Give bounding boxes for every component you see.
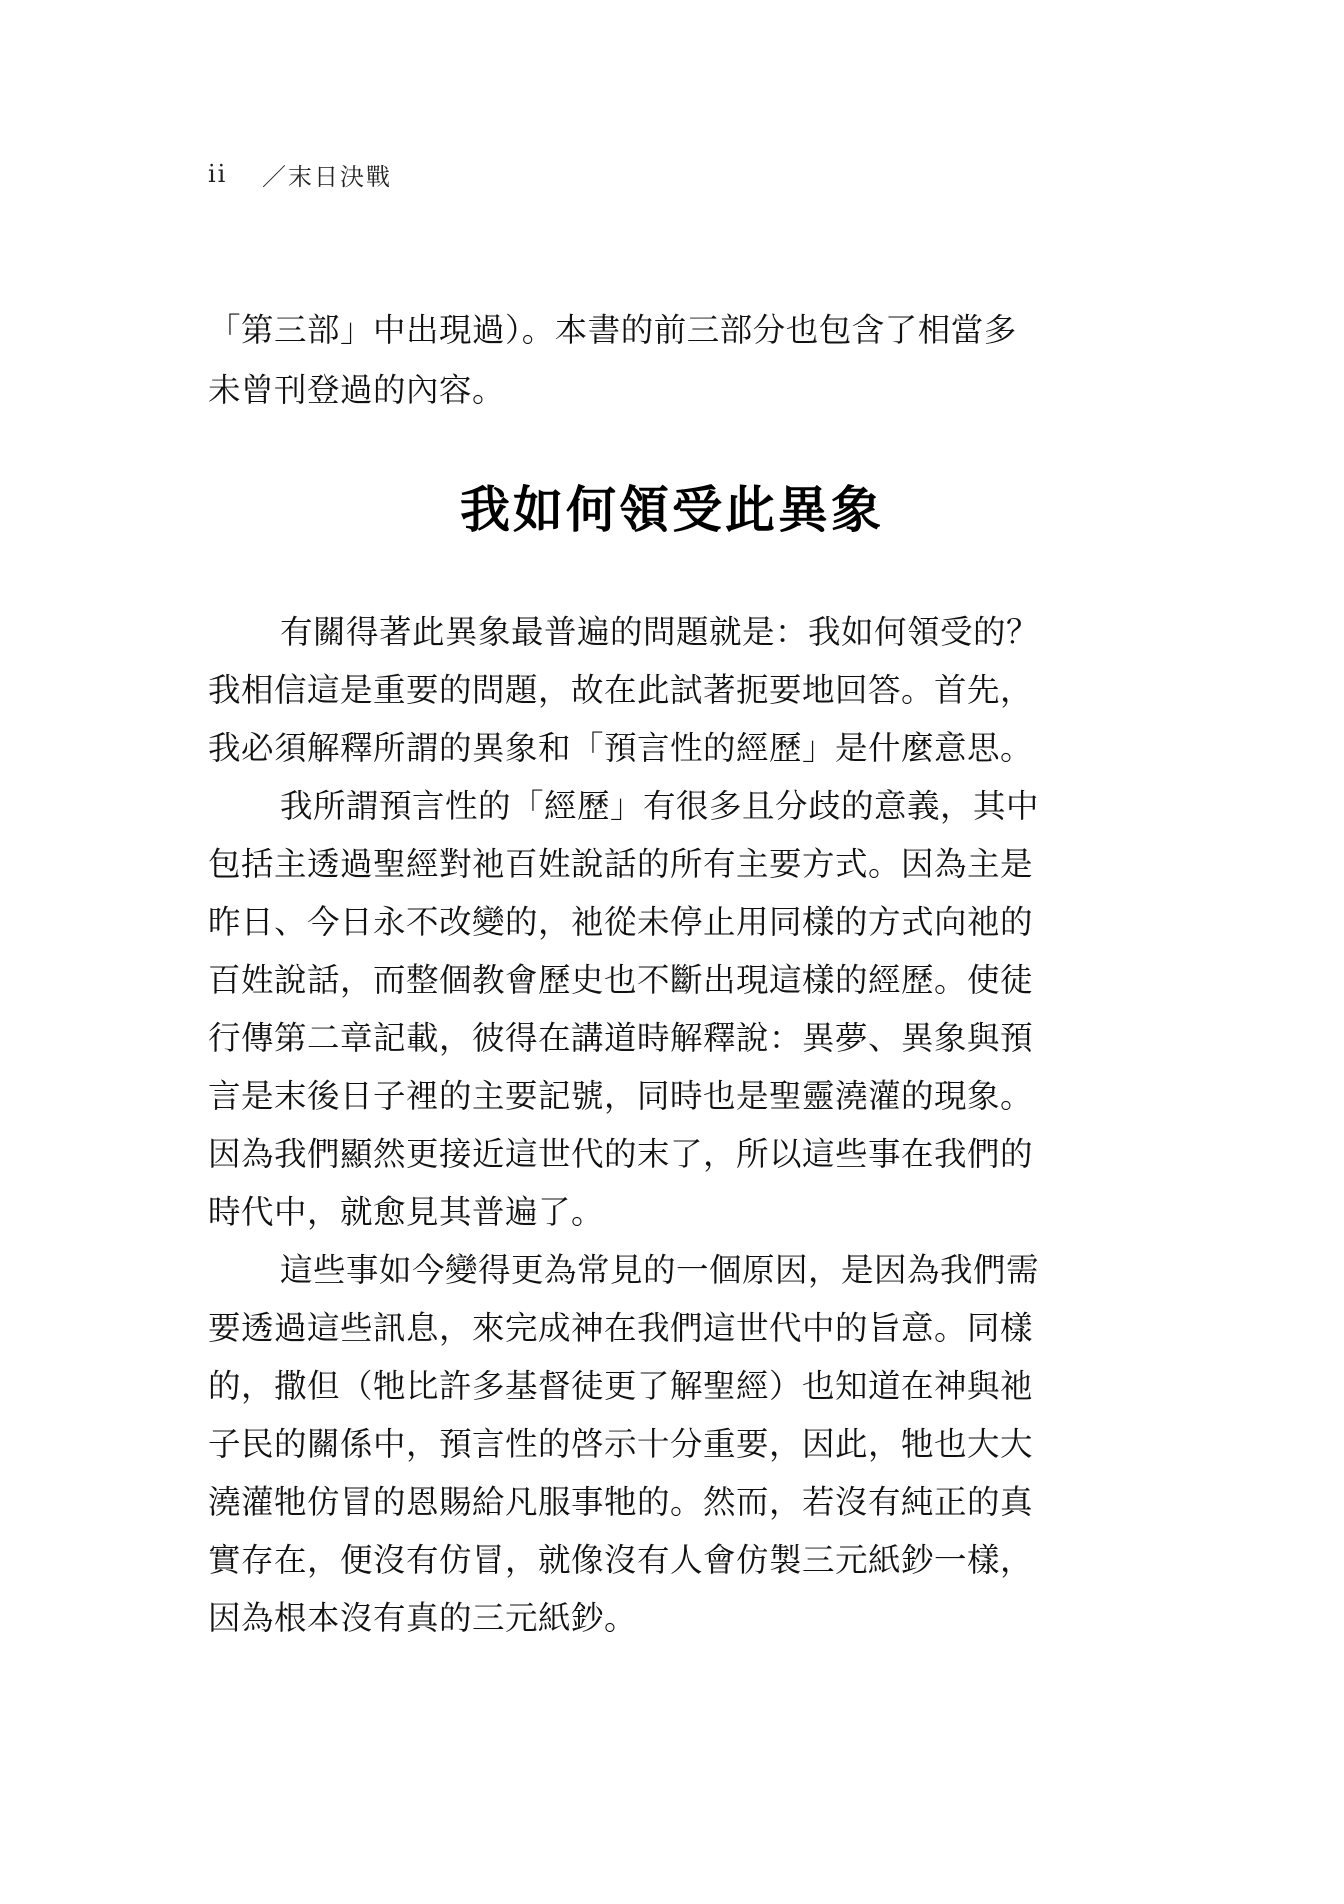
paragraph-2-line: 包括主透過聖經對祂百姓說話的所有主要方式。因為主是	[208, 845, 1034, 883]
paragraph-1-line: 我相信這是重要的問題，故在此試著扼要地回答。首先，	[208, 671, 1034, 709]
paragraph-3-line: 澆灌牠仿冒的恩賜給凡服事牠的。然而，若沒有純正的真	[208, 1483, 1034, 1521]
paragraph-2-line: 時代中，就愈見其普遍了。	[208, 1193, 605, 1231]
paragraph-3-line: 要透過這些訊息，來完成神在我們這世代中的旨意。同樣	[208, 1309, 1034, 1347]
paragraph-2-line: 我所謂預言性的「經歷」有很多且分歧的意義，其中	[280, 787, 1040, 825]
paragraph-3-line: 實存在，便沒有仿冒，就像沒有人會仿製三元紙鈔一樣，	[208, 1541, 1034, 1579]
paragraph-2-line: 因為我們顯然更接近這世代的末了，所以這些事在我們的	[208, 1135, 1034, 1173]
intro-line: 「第三部」中出現過）。本書的前三部分也包含了相當多	[208, 311, 1017, 349]
paragraph-1-line: 有關得著此異象最普遍的問題就是：我如何領受的？	[280, 613, 1040, 651]
paragraph-1-line: 我必須解釋所謂的異象和「預言性的經歷」是什麼意思。	[208, 729, 1034, 767]
paragraph-3-line: 這些事如今變得更為常見的一個原因，是因為我們需	[280, 1251, 1040, 1289]
section-heading: 我如何領受此異象	[460, 480, 884, 539]
running-head-title: ／末日決戰	[262, 162, 392, 191]
intro-line: 未曾刊登過的內容。	[208, 371, 506, 409]
paragraph-3-line: 的，撒但（牠比許多基督徒更了解聖經）也知道在神與祂	[208, 1367, 1034, 1405]
paragraph-3-line: 因為根本沒有真的三元紙鈔。	[208, 1599, 638, 1637]
paragraph-2-line: 行傳第二章記載，彼得在講道時解釋說：異夢、異象與預	[208, 1019, 1034, 1057]
paragraph-2-line: 百姓說話，而整個教會歷史也不斷出現這樣的經歷。使徒	[208, 961, 1034, 999]
paragraph-3-line: 子民的關係中，預言性的啓示十分重要，因此，牠也大大	[208, 1425, 1034, 1463]
paragraph-2-line: 昨日、今日永不改變的，祂從未停止用同樣的方式向祂的	[208, 903, 1034, 941]
running-head	[208, 156, 392, 192]
paragraph-2-line: 言是末後日子裡的主要記號，同時也是聖靈澆灌的現象。	[208, 1077, 1034, 1115]
page-number: ii	[208, 160, 228, 188]
